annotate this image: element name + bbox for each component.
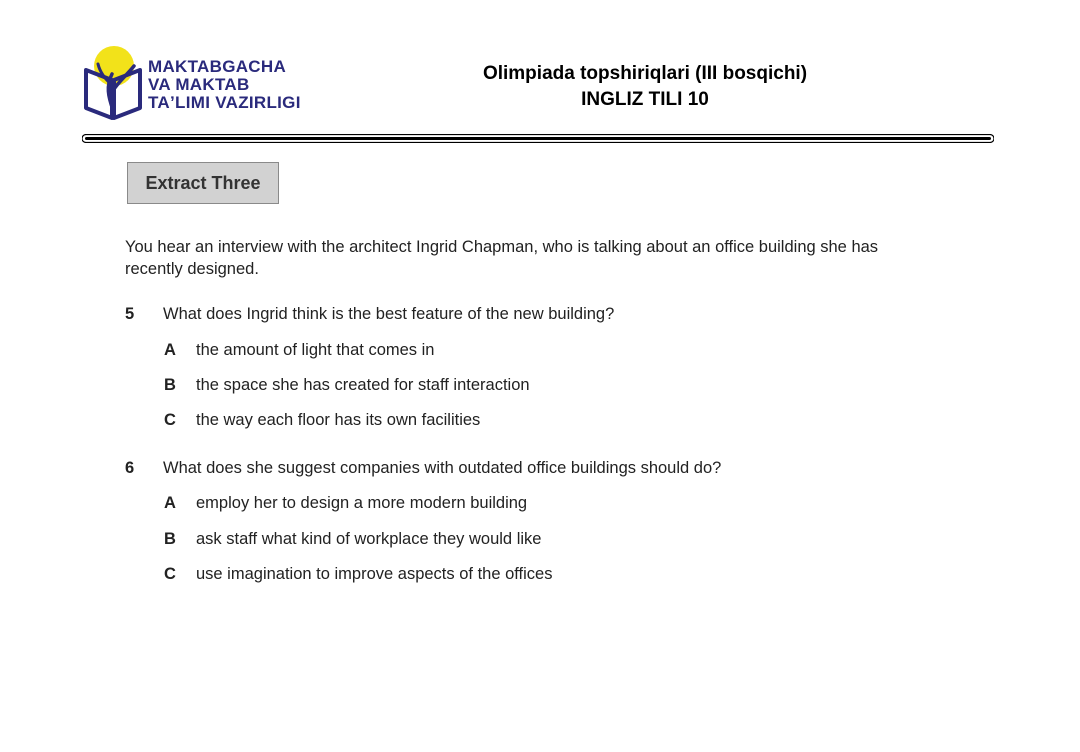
option-letter: C xyxy=(164,411,176,429)
answer-option[interactable] xyxy=(164,494,864,516)
option-letter: A xyxy=(164,341,176,359)
option-letter: B xyxy=(164,376,176,394)
question-item xyxy=(125,459,925,481)
question-item xyxy=(125,305,925,327)
logo-wordmark xyxy=(148,58,301,112)
logo-line: TAʼLIMI VAZIRLIGI xyxy=(148,93,301,112)
intro-paragraph: You hear an interview with the architect Ingrid Chapman, who is talking about an office building she has recently designed. xyxy=(125,238,879,278)
answer-option[interactable] xyxy=(164,411,864,433)
option-text: ask staff what kind of workplace they would like xyxy=(196,530,542,548)
logo-line: MAKTABGACHA xyxy=(148,57,287,76)
option-text: employ her to design a more modern building xyxy=(196,494,528,512)
ministry-logo xyxy=(82,44,322,122)
option-text: the way each floor has its own facilities xyxy=(196,411,481,429)
question-text: What does Ingrid think is the best feature of the new building? xyxy=(163,305,615,323)
header-divider xyxy=(82,134,994,143)
section-label-text: Extract Three xyxy=(145,172,261,193)
question-text: What does she suggest companies with outdated office buildings should do? xyxy=(163,459,722,477)
answer-option[interactable] xyxy=(164,341,864,363)
option-text: use imagination to improve aspects of the offices xyxy=(196,565,553,583)
question-number: 6 xyxy=(125,459,135,477)
logo-line: VA MAKTAB xyxy=(148,75,250,94)
option-letter: B xyxy=(164,530,176,548)
option-letter: C xyxy=(164,565,176,583)
option-text: the space she has created for staff interaction xyxy=(196,376,530,394)
header-subtitle: INGLIZ TILI 10 xyxy=(581,89,709,110)
header-title: Olimpiada topshiriqlari (III bosqichi) xyxy=(482,63,808,84)
option-text: the amount of light that comes in xyxy=(196,341,435,359)
book-sprout-icon xyxy=(82,44,144,122)
option-letter: A xyxy=(164,494,176,512)
question-number: 5 xyxy=(125,305,135,323)
answer-option[interactable] xyxy=(164,565,864,587)
answer-option[interactable] xyxy=(164,376,864,398)
section-label xyxy=(127,162,279,204)
answer-option[interactable] xyxy=(164,530,864,552)
document-header xyxy=(420,61,870,113)
